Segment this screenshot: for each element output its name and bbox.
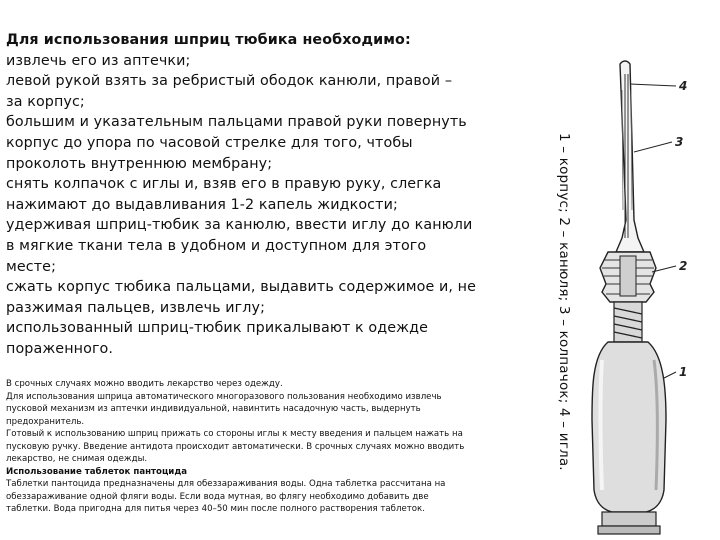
- note-line: Таблетки пантоцида предназначены для обеззараживания воды. Одна таблетка рассчитана на: [6, 479, 446, 489]
- instruction-line: нажимают до выдавливания 1-2 капель жидкости;: [6, 196, 398, 213]
- note-line: пусковую ручку. Введение антидота происходит автоматически. В срочных случаях можно вводить: [6, 441, 465, 452]
- additional-notes: [6, 378, 526, 516]
- instruction-line: разжимая пальцев, извлечь иглу;: [6, 299, 266, 316]
- syringe-tube-illustration: [580, 60, 700, 538]
- label-body: 1: [679, 365, 688, 379]
- instruction-line: извлечь его из аптечки;: [6, 52, 191, 69]
- instruction-line: в мягкие ткани тела в удобном и доступном для этого: [6, 237, 427, 254]
- instructions-main-text: [6, 30, 476, 360]
- instruction-line: месте;: [6, 258, 56, 275]
- instruction-line: удерживая шприц-тюбик за канюлю, ввести иглу до канюли: [6, 217, 473, 234]
- note-line: Готовый к использованию шприц прижать со стороны иглы к месту введения и пальцем нажать на: [6, 429, 463, 439]
- note-line: В срочных случаях можно вводить лекарство через одежду.: [6, 379, 283, 389]
- note-line: Для использования шприца автоматического многоразового пользования необходимо извлечь: [6, 391, 442, 402]
- instructions-title: Для использования шприц тюбика необходимо:: [6, 32, 411, 48]
- note-line: пусковой механизм из аптечки индивидуальной, навинтить насадочную часть, выдернуть: [6, 404, 421, 414]
- figure-caption: 1 – корпус; 2 – канюля; 3 – колпачок; 4 – игла.: [556, 133, 572, 471]
- label-cap: 3: [675, 135, 684, 149]
- note-line: таблетки. Вода пригодна для питья через 40–50 мин после полного растворения таблеток.: [6, 504, 425, 514]
- instruction-line: пораженного.: [6, 340, 114, 357]
- pantocid-heading: Использование таблеток пантоцида: [6, 466, 188, 477]
- note-line: обеззараживание одной фляги воды. Если вода мутная, во флягу необходимо добавить две: [6, 491, 429, 502]
- instruction-line: за корпус;: [6, 93, 85, 110]
- instruction-line: использованный шприц-тюбик прикалывают к одежде: [6, 320, 429, 337]
- note-line: лекарство, не снимая одежды.: [6, 454, 148, 464]
- instruction-line: сжать корпус тюбика пальцами, выдавить содержимое и, не: [6, 279, 477, 296]
- instruction-line: корпус до упора по часовой стрелке для того, чтобы: [6, 134, 413, 151]
- instruction-line: большим и указательным пальцами правой руки повернуть: [6, 114, 467, 131]
- note-line: предохранитель.: [6, 416, 85, 427]
- instruction-line: снять колпачок с иглы и, взяв его в правую руку, слегка: [6, 176, 442, 193]
- label-needle: 4: [679, 79, 688, 93]
- instruction-line: левой рукой взять за ребристый ободок канюли, правой –: [6, 73, 453, 90]
- label-cannula: 2: [679, 259, 688, 273]
- instruction-line: проколоть внутреннюю мембрану;: [6, 155, 273, 172]
